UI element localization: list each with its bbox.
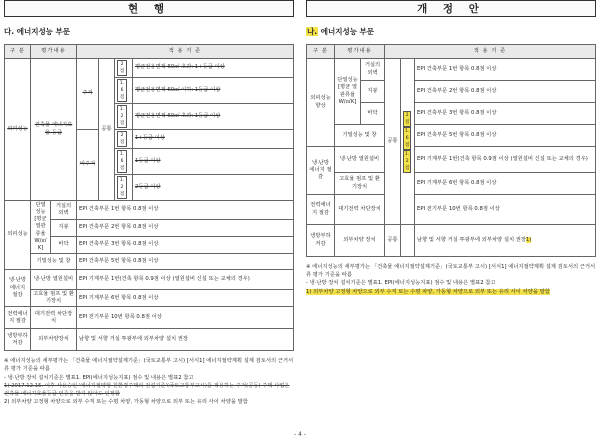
header-criteria: 적 용 기 준 [385,45,596,59]
item-heat-source: 냉·난방 열원설비 [31,269,77,289]
page-number: - 4 - [294,431,306,438]
score-box: 1.2점 [117,176,127,199]
item-heat-source: 냉·난방 열원설비 [335,147,385,173]
header-content: 평가내용 [335,45,385,59]
current-banner: 현 행 [4,0,294,17]
note: - 냉·난방 장치 설치기준은 별표1. EPI(에너지성능지표) 점수 및 내용은 별표2 참고 [4,374,194,381]
header-criteria: 적 용 기 준 [77,45,294,59]
sub-floor: 바닥 [361,103,385,125]
criteria-text: EPI 전기부문 10번 항목 0.8점 이상 [415,195,596,225]
criteria-text: EPI 전기부문 10번 항목 0.8점 이상 [77,307,294,329]
cat-electric: 전력에너지 절감 [307,195,335,225]
criteria-text: EPI 건축부문 1번 항목 0.8점 이상 [77,201,294,220]
item-airtight: 기밀성능 및 창 [31,253,77,269]
score-box: 1.6점 [117,79,127,102]
criteria-text: 남향 및 서향 거실 투광부에 외부차양 설치 권장 [77,329,294,351]
score-box: 1.2점 [117,105,127,128]
sub-roof: 지붕 [361,81,385,103]
criteria-text: 1+등급 이상 [133,130,294,149]
cat-cooling: 냉방부하 저감 [307,225,335,257]
criteria-text: EPI 건축부문 2번 항목 0.8점 이상 [77,219,294,236]
criteria-text: 2등급 이상 [133,175,294,201]
score-stack [401,59,415,225]
note-struck: 1) 2017.12.15. 이후 사용승인 '에너지절약형 친환경주택의 건설기준'(국토교통부고시)를 적용하는 주거(공동) 주택 사업은 건축물 에너지효율등급 인증을 받지 않아도 인정함 [4,382,290,398]
cat-hvac: 냉·난방 에너지 절감 [5,269,31,306]
sub-residential: 주거 [77,59,99,130]
proposed-table [306,44,596,257]
item-pump: 고효율 펌프 및 환기장치 [31,289,77,306]
criteria-text: EPI 기계부문 1번(건축 항목 0.9점 이상 (열원설비 신설 또는 교체의 경우) [77,269,294,289]
proposed-section-title: 나. 에너지성능 부문 [307,27,375,36]
cat-hvac: 냉·난방 에너지 절감 [307,147,335,195]
criteria-text: EPI 기계부문 1번(건축 항목 0.9점 이상 (열원설비 신설 또는 교체의 경우) [415,147,596,173]
item-pump: 고효율 펌프 및 환기장치 [335,173,385,195]
score-box: 1.2점 [405,151,410,171]
sub-roof: 지붕 [51,219,77,236]
criteria-text: EPI 건축부문 5번 항목 0.8점 이상 [415,125,596,147]
note: ※ 에너지성능의 세부평가는 「건축물 에너지절약설계기준」(국토교통부 고시) [서식1] 에너지절약계획 설계 검토서의 근거서류 평가 기준을 따름 [4,358,294,373]
cat-envelope: 외피성능 향상 [307,59,335,147]
note: - 냉·난방 장치 설치기준은 별표1. EPI(에너지성능지표) 점수 및 내용은 별표2 참고 [306,280,496,287]
score-box: 1.6점 [405,128,410,148]
item-standby: 대기전력 차단장치 [335,195,385,225]
current-column [4,0,294,440]
item-standby: 대기전력 차단장치 [31,307,77,329]
sub-wall: 거실의 외벽 [361,59,385,81]
criteria-text: 평균전용면적 60㎡ 초과: 1+등급 이상 [133,59,294,78]
cat-electric: 전력에너지 절감 [5,307,31,329]
current-section-title: 다. 에너지성능 부문 [4,27,71,36]
proposed-notes [306,263,596,296]
item-efficiency-grade: 건축물 에너지효율 등급 [31,59,77,201]
common-1: 공통 [99,59,115,201]
score-box: 1.6점 [117,150,127,173]
header-content: 평가내용 [31,45,77,59]
current-table [4,44,294,351]
criteria-text: EPI 건축부문 3번 항목 0.8점 이상 [77,236,294,253]
criteria-text: 평균전용면적 60㎡ 이하: 1등급 이상 [133,78,294,104]
criteria-text: EPI 건축부문 5번 항목 0.8점 이상 [77,253,294,269]
item-insulation: 단열성능 [평균 열관류율 W/㎡K] [31,201,51,254]
common-cooling: 공통 [385,225,401,257]
proposed-column [306,0,596,440]
current-notes [4,357,294,406]
criteria-text: EPI 건축부문 3번 항목 0.8점 이상 [415,103,596,125]
header-category: 구 분 [5,45,31,59]
item-airtight: 기밀성능 및 창 [335,125,385,147]
footnote-marker: 1) [526,236,532,243]
criteria-text: EPI 건축부문 1번 항목 0.8점 이상 [415,59,596,81]
sub-nonresidential: 비주거 [77,130,99,201]
cat-envelope: 외피성능 [5,201,31,270]
criteria-text: EPI 기계부문 6번 항목 0.8점 이상 [77,289,294,306]
criteria-text: EPI 기계부문 6번 항목 0.8점 이상 [415,173,596,195]
score-box: 2점 [117,60,127,76]
common: 공통 [385,59,401,225]
section-prefix: 나. [307,27,318,36]
item-shading: 외부차양장치 [31,329,77,351]
sub-wall: 거실의 외벽 [51,201,77,220]
criteria-text: EPI 건축부문 2번 항목 0.8점 이상 [415,81,596,103]
proposed-banner: 개 정 안 [306,0,596,17]
cat-outer: 외피성능 [5,59,31,201]
item-shading: 외부차양 장치 [335,225,385,257]
item-insulation: 단열성능 [평균 열관류율 W/㎡K] [335,59,361,125]
criteria-text: 평균전용면적 60㎡ 초과: 1등급 이상 [133,104,294,130]
score-box: 2점 [405,112,410,125]
cat-cooling: 냉방부하 저감 [5,329,31,351]
criteria-text: 1등급 이상 [133,149,294,175]
note: 2) 외부차양 고정형 차양으로 외부 수직 또는 수평 차양, 가동형 차양으로 외부 또는 유리 사이 차양을 말함 [4,399,248,406]
score-box: 2점 [117,131,127,147]
criteria-text: 남향 및 서향 거실 투광부에 외부차양 설치 권장1) [415,225,596,257]
header-category: 구 분 [307,45,335,59]
note: 1) 외부차양 고정형 차양으로 외부 수직 또는 수평 차양, 가동형 차양으로 외부 또는 유리 사이 차양을 말함 [306,288,550,295]
note: ※ 에너지성능의 세부평가는 「건축물 에너지절약설계기준」(국토교통부 고시) [서식1] 에너지절약계획 설계 검토서의 근거서류 평가 기준을 따름 [306,264,596,279]
sub-floor: 바닥 [51,236,77,253]
